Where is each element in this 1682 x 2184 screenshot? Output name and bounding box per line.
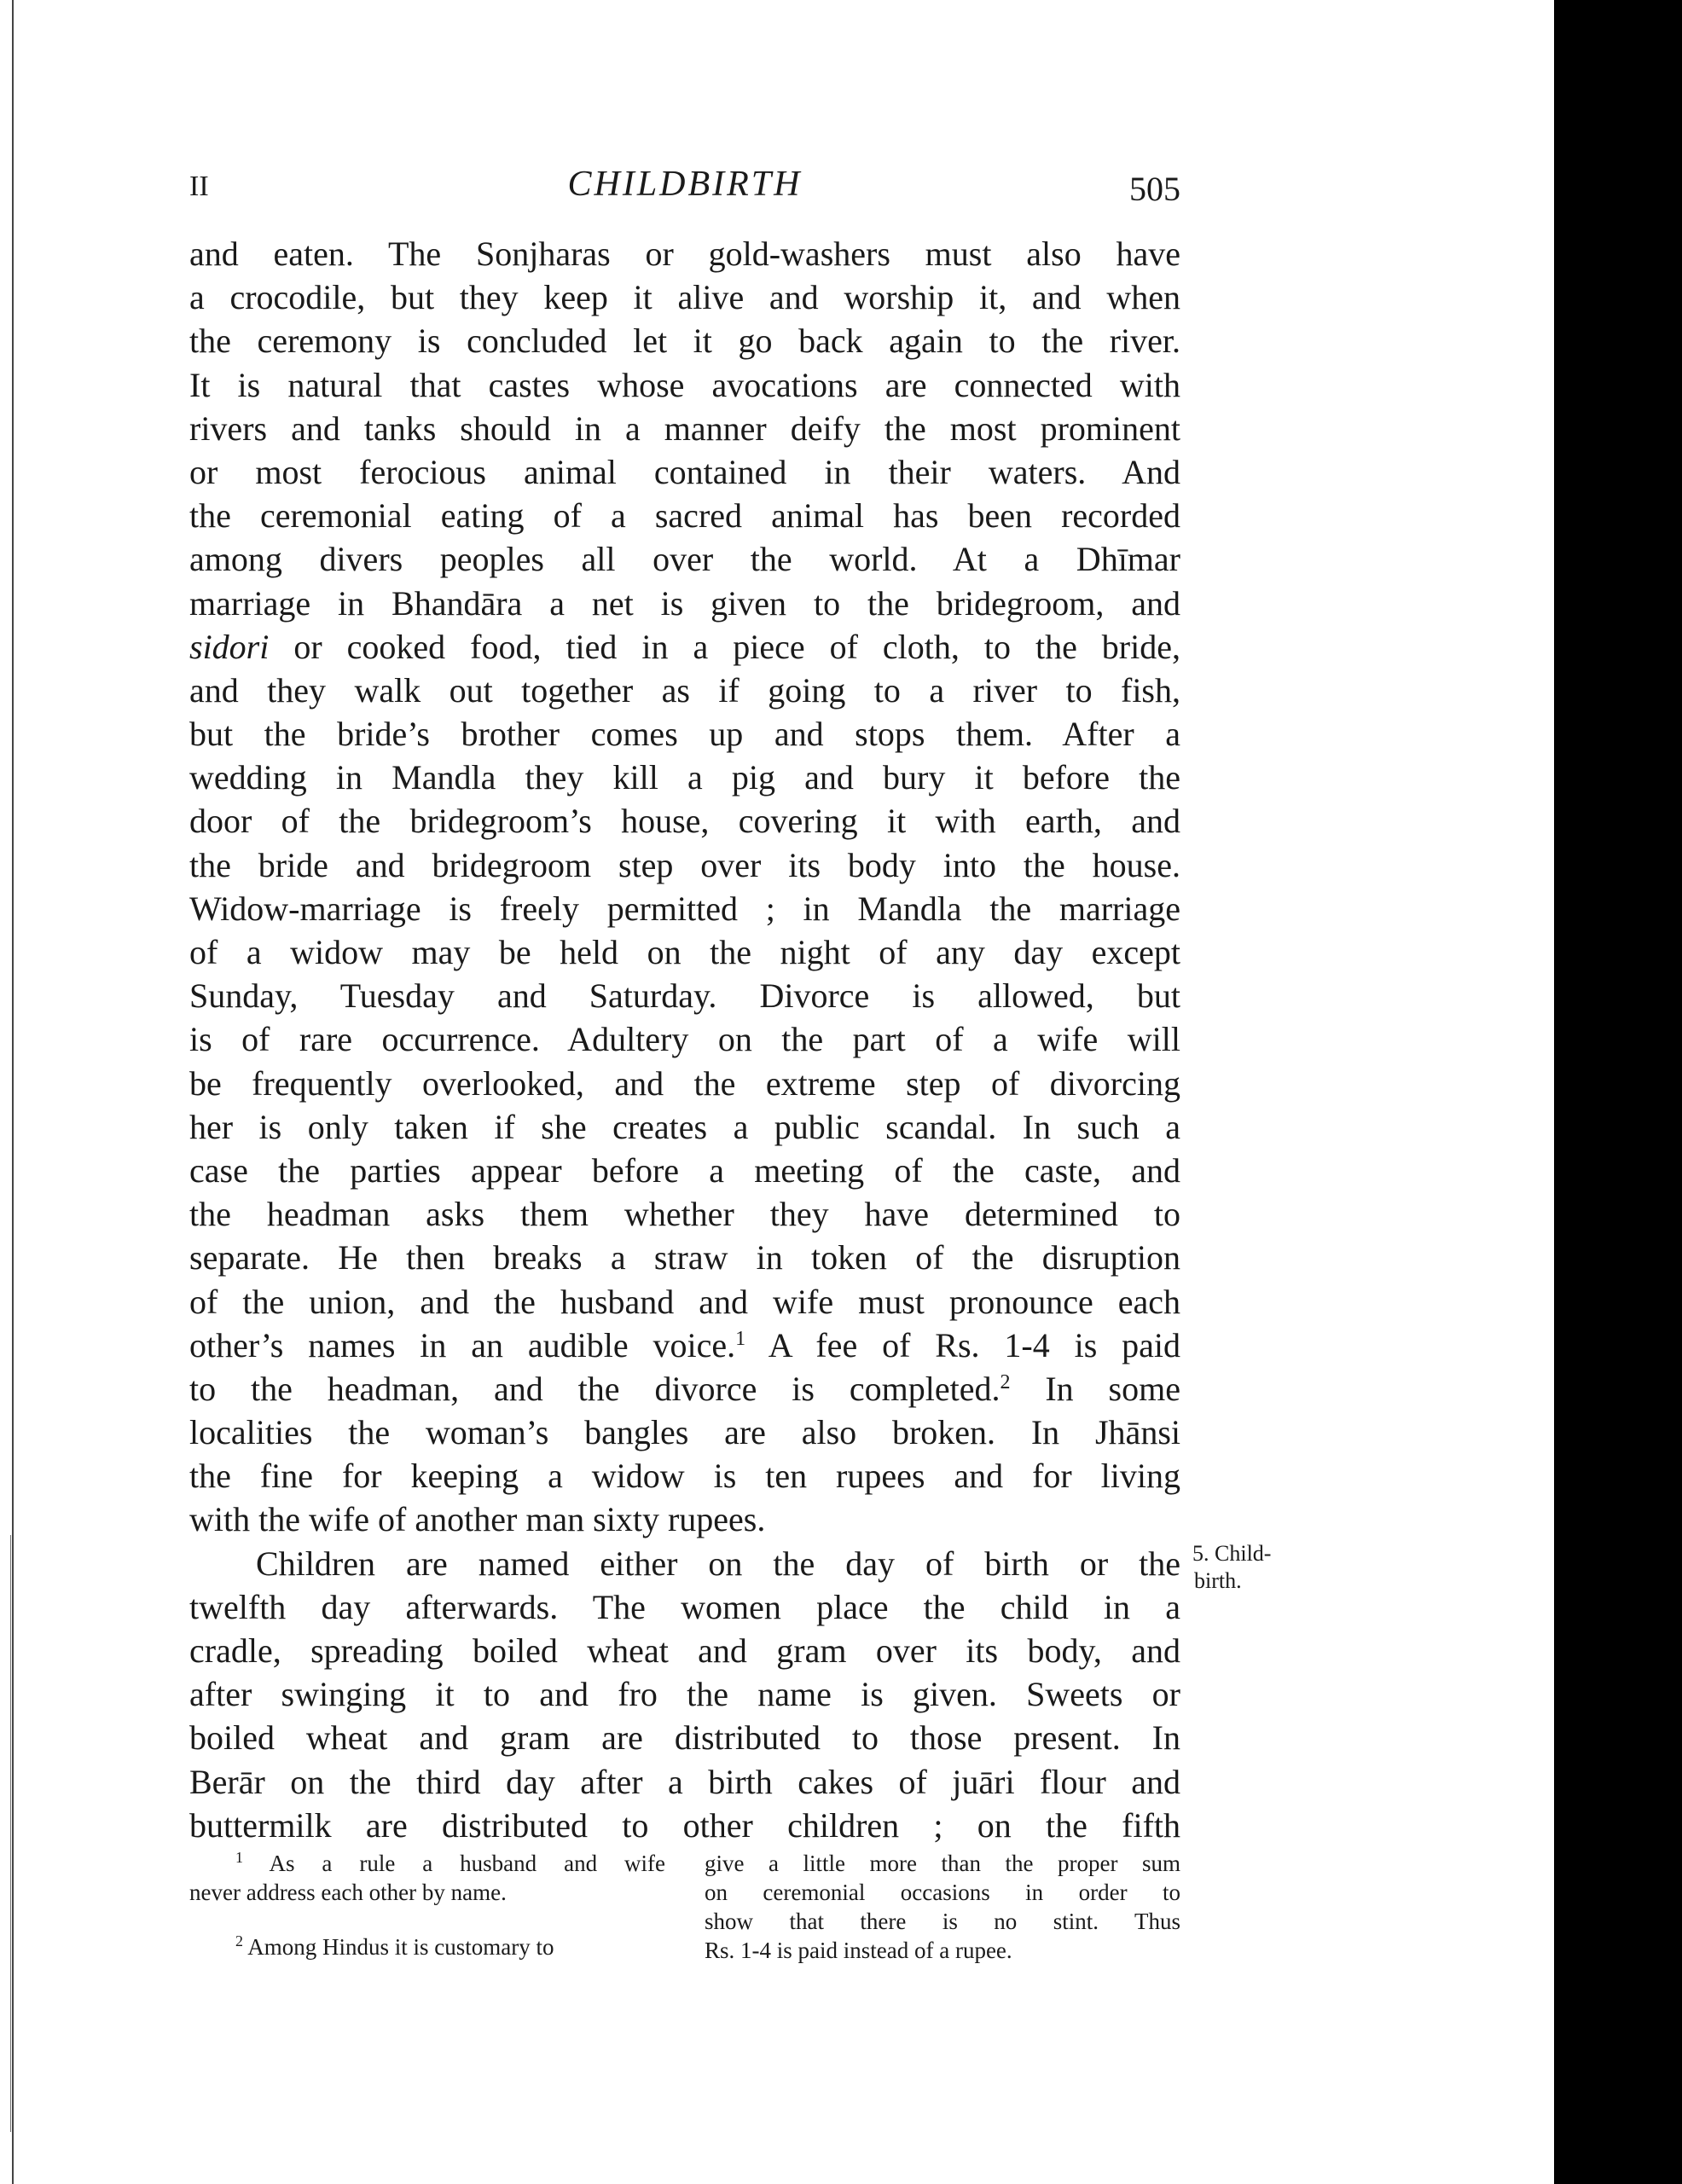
text-line: case the parties appear before a meeting of the caste, and <box>189 1150 1180 1190</box>
footnotes-left-column <box>189 1849 665 1961</box>
footnote-line: Rs. 1-4 is paid instead of a rupee. <box>705 1938 1012 1963</box>
text-line: the bride and bridegroom step over its body into the house. <box>189 845 1180 884</box>
text-line: after swinging it to and fro the name is given. Sweets or <box>189 1675 1180 1714</box>
footnote-line: show that there is no stint. Thus <box>705 1909 1180 1934</box>
text-line: marriage in Bhandāra a net is given to the bridegroom, and <box>189 583 1180 623</box>
text-line <box>189 1324 1180 1367</box>
text-line: or most ferocious animal contained in their waters. And <box>189 452 1180 491</box>
margin-note-number: 5. Child- <box>1192 1541 1272 1566</box>
text-line: of a widow may be held on the night of any day except <box>189 933 1180 971</box>
text-line: cradle, spreading boiled wheat and gram over its body, and <box>189 1631 1180 1670</box>
footnote-line: on ceremonial occasions in order to <box>705 1880 1180 1905</box>
text-line: Children are named either on the day of birth or the <box>256 1544 1180 1583</box>
text-line: Sunday, Tuesday and Saturday. Divorce is allowed, but <box>189 976 1180 1016</box>
text-line-part: to the headman, and the divorce is completed. <box>189 1369 1000 1408</box>
text-line: Berār on the third day after a birth cakes of juāri flour and <box>189 1762 1180 1801</box>
text-line: be frequently overlooked, and the extreme step of divorcing <box>189 1063 1180 1103</box>
text-line: rivers and tanks should in a manner deify the most prominent <box>189 408 1180 448</box>
text-line: twelfth day afterwards. The women place the child in a <box>189 1587 1180 1626</box>
page-number: 505 <box>1129 170 1180 208</box>
footnote-ref: 1 <box>735 1327 746 1350</box>
text-line: the ceremony is concluded let it go back again to the river. <box>189 322 1180 361</box>
footnote-line: never address each other by name. <box>189 1880 507 1905</box>
text-line: is of rare occurrence. Adultery on the part of a wife will <box>189 1020 1180 1059</box>
text-line: a crocodile, but they keep it alive and worship it, and when <box>189 278 1180 317</box>
footnote-line: give a little more than the proper sum <box>705 1851 1180 1876</box>
running-header <box>189 164 1180 211</box>
text-line-rest: or cooked food, tied in a piece of cloth, to the bride, <box>293 627 1180 666</box>
text-line: wedding in Mandla they kill a pig and bury it before the <box>189 758 1180 797</box>
margin-note <box>1192 1540 1295 1595</box>
margin-note-word: birth. <box>1194 1568 1242 1593</box>
footnote-text: As a rule a husband and wife <box>269 1851 665 1876</box>
text-line: her is only taken if she creates a public scandal. In such a <box>189 1107 1180 1146</box>
text-line: and eaten. The Sonjharas or gold-washers must also have <box>189 235 1180 273</box>
text-line: separate. He then breaks a straw in token of the disruption <box>189 1238 1180 1277</box>
text-line-part: A fee of Rs. 1-4 is paid <box>745 1325 1180 1364</box>
text-line <box>189 625 1180 669</box>
section-number: II <box>189 171 209 202</box>
footnote-line <box>189 1849 665 1878</box>
footnote-ref: 2 <box>1000 1370 1011 1393</box>
text-line: the fine for keeping a widow is ten rupees and for living <box>189 1457 1180 1496</box>
page-title: CHILDBIRTH <box>567 165 803 204</box>
scan-left-edge <box>12 0 14 2184</box>
footnote-marker: 2 <box>235 1932 243 1949</box>
text-line: Widow-marriage is freely permitted ; in Mandla the marriage <box>189 889 1180 928</box>
footnote-marker: 1 <box>235 1849 243 1866</box>
text-line: buttermilk are distributed to other children ; on the fifth <box>189 1805 1180 1845</box>
footnote-text: Among Hindus it is customary to <box>247 1934 554 1960</box>
body-text <box>189 232 1180 1847</box>
text-line: among divers peoples all over the world. At a Dhīmar <box>189 540 1180 579</box>
text-line: localities the woman’s bangles are also broken. In Jhānsi <box>189 1413 1180 1452</box>
text-line <box>189 1367 1180 1411</box>
text-line: but the bride’s brother comes up and stops them. After a <box>189 715 1180 754</box>
text-line: the headman asks them whether they have determined to <box>189 1195 1180 1234</box>
text-line: It is natural that castes whose avocations are connected with <box>189 365 1180 404</box>
text-line: and they walk out together as if going to a river to fish, <box>189 670 1180 710</box>
text-line-part: other’s names in an audible voice. <box>189 1325 736 1364</box>
text-line: door of the bridegroom’s house, covering it with earth, and <box>189 802 1180 841</box>
footnotes-right-column <box>705 1849 1180 1965</box>
text-line: of the union, and the husband and wife must pronounce each <box>189 1282 1180 1321</box>
italic-term: sidori <box>189 627 270 666</box>
text-line-part: In some <box>1010 1369 1180 1408</box>
footnote-line <box>189 1932 665 1961</box>
scan-dark-margin <box>1554 0 1682 2184</box>
scan-left-edge-mark <box>10 1535 11 2132</box>
text-line: boiled wheat and gram are distributed to those present. In <box>189 1718 1180 1758</box>
text-line: with the wife of another man sixty rupees. <box>189 1500 766 1539</box>
text-line: the ceremonial eating of a sacred animal has been recorded <box>189 496 1180 536</box>
